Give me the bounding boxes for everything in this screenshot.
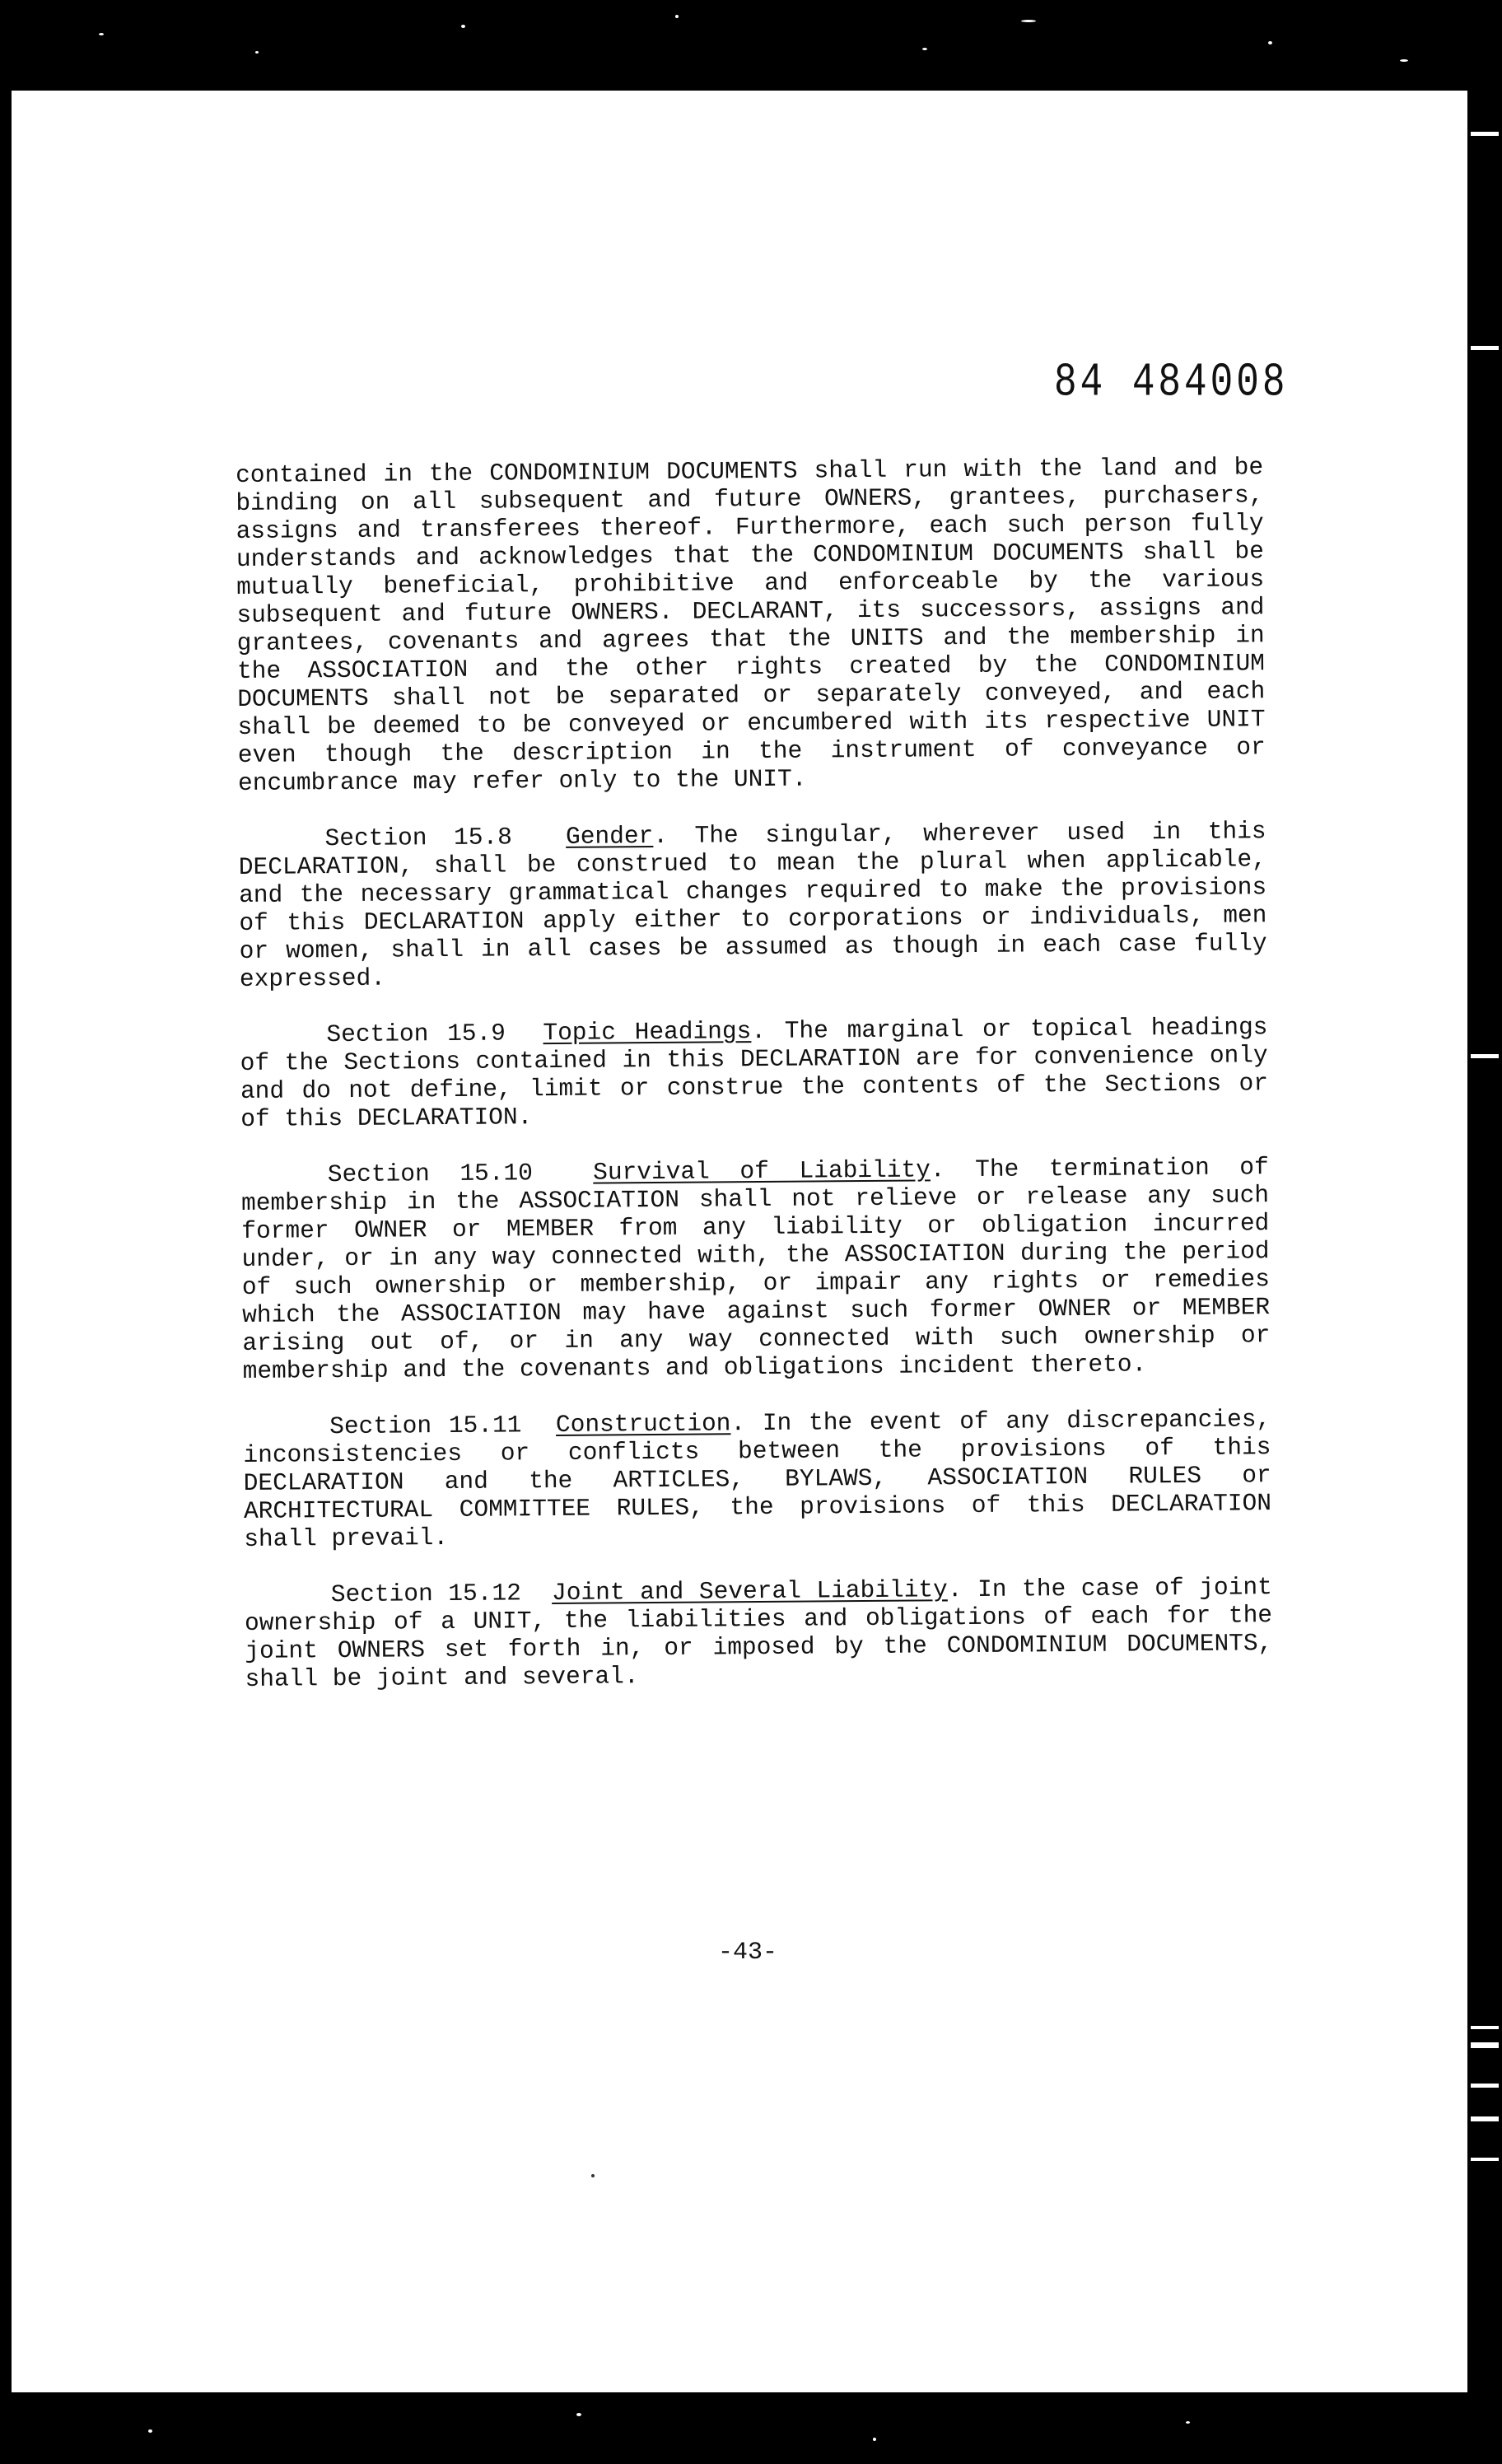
document-body (236, 453, 1273, 1721)
section-number: Section 15.12 (330, 1579, 521, 1609)
scan-noise (675, 15, 679, 18)
section-paragraph (240, 1013, 1268, 1133)
scan-noise (1400, 59, 1408, 62)
scan-noise (1471, 2084, 1499, 2088)
section-text: . The termination of membership in the ASSOCIATION shall not relieve or release any such former OWNER or MEMBER from any liability or obligation incurred under, or in any way connected with, the ASSOCIATION during the period of such ownership or membership, or impair any rights or remedies which the ASSOCIATION may have against such former OWNER or MEMBER arising out of, or in any way connected with such ownership or membership and the covenants and obligations incident thereto. (240, 1153, 1271, 1385)
scan-noise (1471, 1054, 1499, 1058)
scan-noise (1021, 20, 1036, 22)
section-number: Section 15.8 (324, 823, 513, 853)
section-text: . The singular, wherever used in this DECLARATION, shall be construed to mean the plural when applicable, and the necessary grammatical changes required to make the provisions of this DECLARATION apply either to corporations or individuals, men or women, shall in all cases be assumed as though in each case fully expressed. (238, 817, 1267, 993)
scan-noise (1471, 2026, 1499, 2029)
section-paragraph (245, 1573, 1273, 1693)
continuation-paragraph: contained in the CONDOMINIUM DOCUMENTS shall run with the land and be binding on all subsequent and future OWNERS, grantees, purchasers, assigns and transferees thereof. Furthermore, each such person fully understands and acknowledges that the CONDOMINIUM DOCUMENTS shall be mutually beneficial, prohibitive and enforceable by the various subsequent and future OWNERS. DECLARANT, its successors, assigns and grantees, covenants and agrees that the UNITS and the membership in the ASSOCIATION and the other rights created by the CONDOMINIUM DOCUMENTS shall not be separated or separately conveyed, and each shall be deemed to be conveyed or encumbered with its respective UNIT even though the description in the instrument of conveyance or encumbrance may refer only to the UNIT. (236, 453, 1266, 797)
scan-noise (148, 2429, 152, 2433)
scan-noise (255, 51, 259, 54)
scan-border-left (0, 0, 12, 2464)
scan-noise (576, 2413, 581, 2416)
section-heading: Gender (565, 822, 654, 851)
scan-noise (1471, 2158, 1499, 2161)
section-heading: Joint and Several Liability (551, 1575, 948, 1608)
scan-noise (873, 2438, 876, 2441)
section-number: Section 15.11 (329, 1411, 522, 1441)
scan-border-right (1467, 0, 1502, 2464)
document-number: 84 484008 (1054, 356, 1289, 409)
section-text: . In the case of joint ownership of a UNIT, the liabilities and obligations of each for the joint OWNERS set forth in, or imposed by the CONDOMINIUM DOCUMENTS, shall be joint and several. (244, 1573, 1273, 1693)
scan-noise (1186, 2421, 1190, 2424)
section-paragraph (241, 1153, 1271, 1385)
scan-noise (1471, 2042, 1499, 2048)
scan-noise (1471, 2116, 1499, 2121)
section-number: Section 15.10 (327, 1159, 534, 1189)
section-paragraph (243, 1405, 1271, 1553)
scan-noise (922, 48, 927, 50)
section-heading: Survival of Liability (593, 1155, 931, 1187)
section-text: . In the event of any discrepancies, inconsistencies or conflicts between the provisions of this DECLARATION and the ARTICLES, BYLAWS, ASSOCIATION RULES or ARCHITECTURAL COMMITTEE RULES, the provisions of this DECLARATION shall prevail. (243, 1405, 1272, 1553)
section-text: . The marginal or topical headings of the Sections contained in this DECLARATION are for convenience only and do not define, limit or construe the contents of the Sections or of this DECLARATION. (240, 1013, 1269, 1133)
scan-noise (461, 25, 465, 28)
section-paragraph (238, 817, 1267, 993)
scan-noise (1471, 346, 1499, 350)
scan-noise (1471, 132, 1499, 136)
scan-border-top (0, 0, 1502, 91)
scan-noise (1268, 41, 1272, 44)
scan-noise (99, 33, 104, 35)
scan-border-bottom (0, 2392, 1502, 2464)
section-number: Section 15.9 (326, 1019, 506, 1049)
scan-noise (591, 2174, 595, 2177)
section-heading: Construction (555, 1409, 731, 1439)
page-number: -43- (718, 1939, 778, 1967)
section-heading: Topic Headings (543, 1017, 752, 1048)
